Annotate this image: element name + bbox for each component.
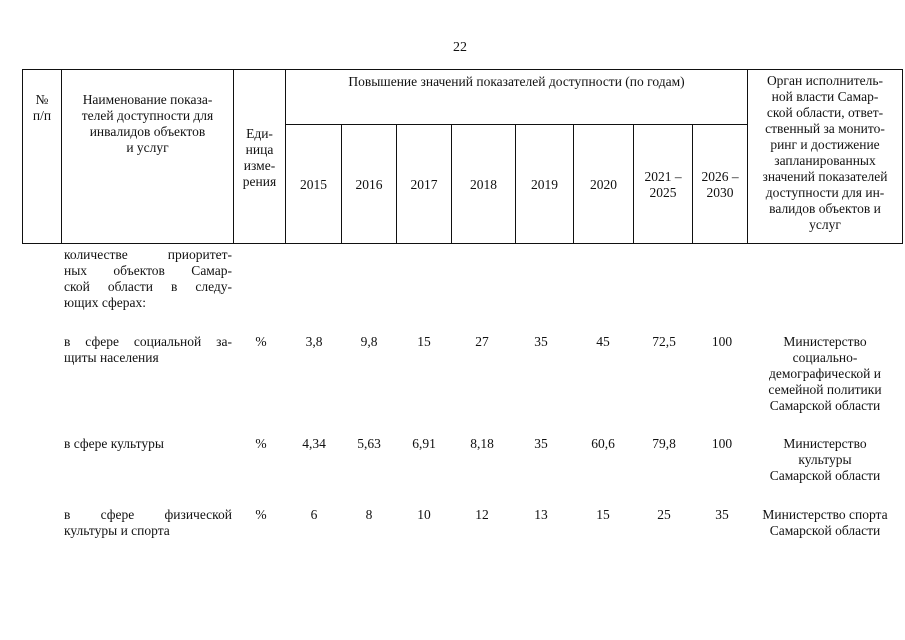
header-year: 2015 (300, 177, 327, 192)
row-value: 6,91 (412, 436, 436, 451)
row-organization: Министерство социально- демографической и семейной политики Самарской области (768, 334, 882, 413)
header-year: 2019 (531, 177, 558, 192)
row-value: 35 (715, 507, 729, 522)
row-value: 10 (417, 507, 431, 522)
row-value: 100 (711, 334, 733, 349)
row-value: 60,6 (591, 436, 615, 451)
row-unit: % (255, 436, 267, 451)
header-year: 2018 (470, 177, 497, 192)
header-year-range: 2021 – 2025 (644, 169, 682, 200)
row-value: 15 (596, 507, 610, 522)
row-value: 9,8 (360, 334, 378, 349)
row-value: 100 (711, 436, 733, 451)
row-value: 3,8 (305, 334, 323, 349)
row-value: 13 (534, 507, 548, 522)
intro-text: количестве приоритет- ных объектов Самар- ской области в следу- ющих сферах: (64, 247, 232, 310)
header-year: 2016 (355, 177, 383, 192)
row-value: 35 (534, 436, 548, 451)
row-unit: % (255, 334, 267, 349)
row-value: 12 (475, 507, 489, 522)
row-value: 25 (657, 507, 671, 522)
row-value: 15 (417, 334, 431, 349)
header-col-number: № п/п (32, 92, 52, 123)
row-value: 8 (365, 507, 373, 522)
row-value: 35 (534, 334, 548, 349)
header-year-range: 2026 – 2030 (701, 169, 739, 200)
header-col-org: Орган исполнитель- ной власти Самар- ской области, ответ- ственный за монито- ринг и достижение запланированных значений показателей доступности для ин- валидов объектов и услуг (762, 73, 888, 232)
header-group-title: Повышение значений показателей доступности (по годам) (348, 74, 685, 89)
row-value: 6 (310, 507, 318, 522)
header-col-indicator: Наименование показа- телей доступности для инвалидов объектов и услуг (81, 92, 214, 155)
row-organization: Министерство культуры Самарской области (769, 436, 881, 483)
row-value: 79,8 (652, 436, 676, 451)
row-value: 45 (596, 334, 610, 349)
row-unit: % (255, 507, 267, 522)
row-indicator-name: в сфере культуры (64, 436, 164, 451)
row-indicator-name: в сфере социальной за- щиты населения (64, 334, 232, 365)
row-value: 27 (475, 334, 489, 349)
page-number: 22 (453, 40, 467, 55)
row-value: 72,5 (652, 334, 676, 349)
row-organization: Министерство спорта Самарской области (762, 507, 888, 538)
row-value: 5,63 (357, 436, 381, 451)
header-col-unit: Еди- ница изме- рения (242, 126, 277, 189)
row-indicator-name: в сфере физической культуры и спорта (64, 507, 232, 538)
header-year: 2020 (590, 177, 617, 192)
row-value: 4,34 (302, 436, 326, 451)
header-year: 2017 (410, 177, 438, 192)
row-value: 8,18 (470, 436, 494, 451)
